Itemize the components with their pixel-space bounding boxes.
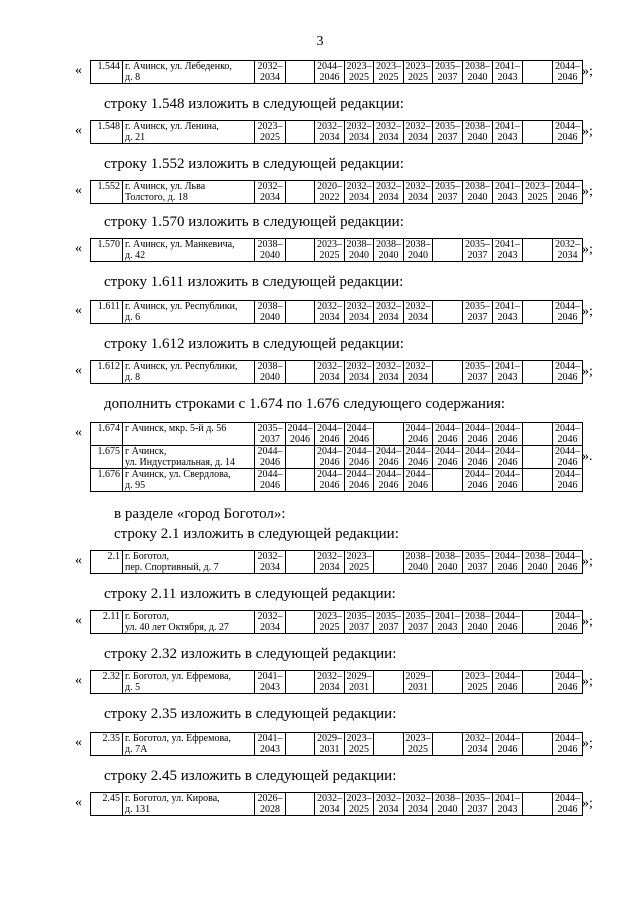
address-cell: г. Боготол, ул. Кирова, д. 131 [123, 793, 255, 816]
housing-table [90, 550, 613, 574]
housing-table [90, 422, 613, 492]
period-cell [433, 469, 463, 492]
instruction-line: строку 2.35 изложить в следующей редакции: [104, 706, 397, 722]
housing-table [90, 792, 613, 816]
period-cell: 2032– 2034 [374, 121, 404, 144]
period-cell: 2035– 2037 [433, 181, 463, 204]
period-cell: 2032– 2034 [255, 61, 286, 84]
period-cell [286, 61, 315, 84]
period-cell: 2032– 2034 [315, 671, 345, 694]
period-cell [523, 61, 553, 84]
period-cell: 2023– 2025 [255, 121, 286, 144]
open-quote: « [75, 241, 82, 256]
period-cell: 2032– 2034 [405, 181, 431, 203]
period-cell: 2044– 2046 [493, 611, 523, 634]
period-cell: 2044– 2046 [493, 446, 523, 469]
period-cell: 2032– 2034 [315, 361, 345, 384]
period-cell: 2029– 2031 [315, 733, 345, 756]
period-cell: 2035– 2037 [433, 121, 463, 144]
open-quote: « [75, 613, 82, 628]
instruction-line: строку 1.570 изложить в следующей редакции: [104, 214, 404, 230]
instruction-line: строку 2.11 изложить в следующей редакции: [104, 586, 396, 602]
close-quote: »; [582, 63, 593, 79]
period-cell [286, 793, 315, 816]
period-cell: 2035– 2037 [346, 611, 372, 633]
row-number: 1.552 [91, 181, 123, 204]
period-cell [523, 671, 553, 694]
period-cell: 2032– 2034 [255, 551, 286, 574]
period-cell [374, 551, 404, 574]
table-row [91, 361, 613, 384]
period-cell: 2032– 2034 [374, 181, 404, 204]
period-cell: 2038– 2040 [405, 551, 431, 573]
row-number: 2.45 [91, 793, 123, 816]
row-number: 1.544 [91, 61, 123, 84]
period-cell: 2044– 2046 [493, 469, 523, 492]
table-row [91, 181, 613, 204]
open-quote: « [75, 553, 82, 568]
period-cell: 2032– 2034 [315, 301, 345, 324]
row-number: 2.1 [91, 551, 123, 574]
row-number: 2.32 [91, 671, 123, 694]
row-number: 1.611 [91, 301, 123, 324]
period-cell: 2026– 2028 [255, 793, 286, 816]
instruction-line: строку 1.612 изложить в следующей редакции: [104, 336, 404, 352]
housing-table [90, 60, 613, 84]
close-quote: »; [582, 735, 593, 751]
period-cell: 2023– 2025 [346, 61, 372, 83]
instruction-line: строку 1.548 изложить в следующей редакции: [104, 96, 404, 112]
period-cell [523, 301, 553, 324]
period-cell: 2044– 2046 [553, 611, 583, 634]
period-cell: 2032– 2034 [255, 611, 286, 634]
table-row [91, 611, 613, 634]
close-quote: »; [582, 123, 593, 139]
period-cell: 2044– 2046 [346, 446, 372, 468]
period-cell: 2038– 2040 [463, 61, 493, 84]
housing-table [90, 300, 613, 324]
period-cell: 2023– 2025 [463, 671, 493, 694]
period-cell: 2041– 2043 [493, 61, 523, 84]
row-number: 1.570 [91, 239, 123, 262]
period-cell: 2044– 2046 [374, 446, 404, 469]
period-cell: 2041– 2043 [255, 671, 286, 694]
open-quote: « [75, 735, 82, 750]
period-cell: 2038– 2040 [523, 551, 553, 574]
period-cell: 2044– 2046 [553, 181, 583, 204]
period-cell [433, 671, 463, 694]
close-quote: »; [582, 673, 593, 689]
period-cell: 2038– 2040 [463, 181, 493, 204]
address-cell: г Ачинск, ул. Свердлова, д. 95 [123, 469, 255, 492]
period-cell: 2035– 2037 [405, 611, 431, 633]
period-cell: 2023– 2025 [523, 181, 553, 204]
period-cell: 2044– 2046 [405, 469, 431, 491]
period-cell: 2044– 2046 [553, 61, 583, 84]
period-cell: 2044– 2046 [553, 301, 583, 324]
period-cell: 2023– 2025 [346, 551, 372, 573]
period-cell [374, 733, 404, 756]
period-cell: 2035– 2037 [463, 361, 493, 384]
close-quote: »; [582, 795, 593, 811]
open-quote: « [75, 183, 82, 198]
period-cell: 2044– 2046 [433, 446, 463, 469]
period-cell: 2035– 2037 [374, 611, 404, 634]
period-cell: 2035– 2037 [463, 301, 493, 324]
instruction-line: дополнить строками с 1.674 по 1.676 следующего содержания: [104, 396, 506, 412]
period-cell: 2032– 2034 [255, 181, 286, 204]
housing-table [90, 360, 613, 384]
period-cell: 2041– 2043 [493, 301, 523, 324]
open-quote: « [75, 425, 82, 440]
period-cell: 2032– 2034 [374, 361, 404, 384]
period-cell [523, 793, 553, 816]
period-cell: 2044– 2046 [346, 423, 372, 445]
housing-table [90, 180, 613, 204]
period-cell: 2038– 2040 [255, 301, 286, 324]
period-cell [286, 611, 315, 634]
period-cell: 2032– 2034 [315, 551, 345, 574]
period-cell: 2035– 2037 [255, 423, 286, 446]
period-cell: 2032– 2034 [405, 301, 431, 323]
period-cell: 2044– 2046 [346, 469, 372, 491]
period-cell: 2041– 2043 [433, 611, 463, 634]
period-cell: 2041– 2043 [255, 733, 286, 756]
period-cell [433, 239, 463, 262]
period-cell: 2038– 2040 [463, 611, 493, 634]
close-quote: »; [582, 363, 593, 379]
period-cell: 2032– 2034 [405, 793, 431, 815]
row-number: 1.674 [91, 423, 123, 446]
open-quote: « [75, 795, 82, 810]
period-cell: 2020– 2022 [315, 181, 345, 204]
period-cell: 2029– 2031 [405, 671, 431, 693]
table-row [91, 61, 613, 84]
period-cell: 2041– 2043 [493, 121, 523, 144]
period-cell [523, 469, 553, 492]
period-cell: 2023– 2025 [405, 61, 431, 83]
period-cell: 2044– 2046 [553, 423, 583, 446]
period-cell: 2032– 2034 [374, 793, 404, 816]
period-cell [374, 423, 404, 446]
period-cell: 2032– 2034 [463, 733, 493, 756]
period-cell: 2023– 2025 [315, 239, 345, 262]
period-cell: 2044– 2046 [553, 446, 583, 469]
open-quote: « [75, 123, 82, 138]
period-cell: 2038– 2040 [374, 239, 404, 262]
period-cell: 2044– 2046 [553, 671, 583, 694]
period-cell: 2023– 2025 [346, 733, 372, 755]
period-cell: 2032– 2034 [315, 121, 345, 144]
period-cell: 2032– 2034 [346, 361, 372, 383]
address-cell: г. Боготол, ул. Ефремова, д. 7А [123, 733, 255, 756]
period-cell: 2044– 2046 [463, 469, 493, 492]
close-quote: ». [582, 448, 593, 464]
close-quote: »; [582, 183, 593, 199]
period-cell: 2035– 2037 [433, 61, 463, 84]
period-cell [523, 423, 553, 446]
housing-table [90, 610, 613, 634]
period-cell [523, 361, 553, 384]
period-cell [286, 239, 315, 262]
period-cell: 2032– 2034 [346, 121, 372, 143]
housing-table [90, 238, 613, 262]
period-cell [523, 446, 553, 469]
page-number: 3 [316, 34, 324, 49]
address-cell: г. Ачинск, ул. Лебеденко, д. 8 [123, 61, 255, 84]
period-cell [286, 671, 315, 694]
row-number: 1.612 [91, 361, 123, 384]
period-cell [433, 361, 463, 384]
period-cell: 2023– 2025 [346, 793, 372, 815]
table-row [91, 446, 613, 469]
period-cell: 2035– 2037 [463, 793, 493, 816]
period-cell: 2023– 2025 [405, 733, 431, 755]
period-cell: 2041– 2043 [493, 361, 523, 384]
instruction-line: в разделе «город Боготол»: [114, 506, 286, 522]
period-cell: 2032– 2034 [346, 181, 372, 203]
period-cell: 2038– 2040 [346, 239, 372, 261]
period-cell: 2041– 2043 [493, 181, 523, 204]
period-cell: 2044– 2046 [493, 671, 523, 694]
address-cell: г. Ачинск, ул. Республики, д. 6 [123, 301, 255, 324]
open-quote: « [75, 63, 82, 78]
table-row [91, 301, 613, 324]
table-row [91, 671, 613, 694]
close-quote: »; [582, 613, 593, 629]
period-cell: 2044– 2046 [493, 551, 523, 574]
table-row [91, 239, 613, 262]
period-cell: 2044– 2046 [287, 423, 313, 445]
row-number: 1.548 [91, 121, 123, 144]
address-cell: г. Ачинск, ул. Республики, д. 8 [123, 361, 255, 384]
period-cell: 2044– 2046 [255, 469, 286, 492]
row-number: 1.676 [91, 469, 123, 492]
period-cell: 2038– 2040 [405, 239, 431, 261]
period-cell: 2044– 2046 [315, 61, 345, 84]
period-cell: 2044– 2046 [405, 423, 431, 445]
period-cell: 2023– 2025 [315, 611, 345, 634]
row-number: 1.675 [91, 446, 123, 469]
open-quote: « [75, 673, 82, 688]
period-cell [286, 181, 315, 204]
period-cell: 2038– 2040 [255, 361, 286, 384]
open-quote: « [75, 363, 82, 378]
period-cell: 2032– 2034 [315, 793, 345, 816]
period-cell: 2035– 2037 [463, 239, 493, 262]
period-cell: 2044– 2046 [255, 446, 286, 469]
period-cell: 2023– 2025 [374, 61, 404, 84]
period-cell: 2041– 2043 [493, 239, 523, 262]
period-cell [286, 121, 315, 144]
period-cell [433, 301, 463, 324]
period-cell [286, 733, 315, 756]
housing-table [90, 670, 613, 694]
period-cell: 2044– 2046 [553, 551, 583, 574]
row-number: 2.11 [91, 611, 123, 634]
period-cell: 2038– 2040 [255, 239, 286, 262]
period-cell: 2044– 2046 [553, 121, 583, 144]
period-cell [523, 121, 553, 144]
address-cell: г. Ачинск, ул. Манкевича, д. 42 [123, 239, 255, 262]
period-cell: 2044– 2046 [463, 446, 493, 469]
address-cell: г. Боготол, ул. 40 лет Октября, д. 27 [123, 611, 255, 634]
table-row [91, 793, 613, 816]
period-cell: 2044– 2046 [553, 469, 583, 492]
row-number: 2.35 [91, 733, 123, 756]
period-cell [286, 446, 315, 469]
period-cell: 2035– 2037 [463, 551, 493, 574]
period-cell [286, 469, 315, 492]
period-cell: 2044– 2046 [433, 423, 463, 446]
close-quote: »; [582, 303, 593, 319]
period-cell: 2044– 2046 [493, 423, 523, 446]
table-row [91, 551, 613, 574]
period-cell [286, 361, 315, 384]
period-cell [374, 671, 404, 694]
period-cell: 2032– 2034 [553, 239, 583, 262]
period-cell [433, 733, 463, 756]
period-cell: 2032– 2034 [405, 121, 431, 143]
period-cell [286, 301, 315, 324]
open-quote: « [75, 303, 82, 318]
period-cell [523, 733, 553, 756]
period-cell: 2044– 2046 [553, 793, 583, 816]
address-cell: г. Боготол, ул. Ефремова, д. 5 [123, 671, 255, 694]
period-cell: 2029– 2031 [346, 671, 372, 693]
period-cell: 2044– 2046 [493, 733, 523, 756]
instruction-line: строку 1.611 изложить в следующей редакции: [104, 274, 404, 290]
period-cell: 2044– 2046 [405, 446, 431, 468]
address-cell: г Ачинск, ул. Индустриальная, д. 14 [123, 446, 255, 469]
address-cell: г. Ачинск, ул. Ленина, д. 21 [123, 121, 255, 144]
housing-table [90, 120, 613, 144]
address-cell: г. Боготол, пер. Спортивный, д. 7 [123, 551, 255, 574]
instruction-line: строку 2.1 изложить в следующей редакции: [114, 526, 399, 542]
address-cell: г Ачинск, мкр. 5-й д. 56 [123, 423, 255, 446]
period-cell: 2032– 2034 [346, 301, 372, 323]
table-row [91, 423, 613, 446]
instruction-line: строку 1.552 изложить в следующей редакции: [104, 156, 404, 172]
period-cell: 2044– 2046 [463, 423, 493, 446]
address-cell: г. Ачинск, ул. Льва Толстого, д. 18 [123, 181, 255, 204]
period-cell: 2044– 2046 [374, 469, 404, 492]
period-cell: 2044– 2046 [553, 733, 583, 756]
period-cell: 2044– 2046 [315, 469, 345, 492]
period-cell: 2044– 2046 [553, 361, 583, 384]
close-quote: »; [582, 241, 593, 257]
period-cell: 2044– 2046 [315, 446, 345, 469]
period-cell [523, 239, 553, 262]
instruction-line: строку 2.32 изложить в следующей редакции: [104, 646, 397, 662]
period-cell: 2032– 2034 [374, 301, 404, 324]
period-cell: 2044– 2046 [315, 423, 345, 446]
period-cell [286, 551, 315, 574]
period-cell: 2038– 2040 [463, 121, 493, 144]
period-cell: 2041– 2043 [493, 793, 523, 816]
period-cell: 2038– 2040 [433, 551, 463, 574]
instruction-line: строку 2.45 изложить в следующей редакции: [104, 768, 397, 784]
close-quote: »; [582, 553, 593, 569]
table-row [91, 469, 613, 492]
period-cell: 2038– 2040 [433, 793, 463, 816]
housing-table [90, 732, 613, 756]
table-row [91, 121, 613, 144]
period-cell: 2032– 2034 [405, 361, 431, 383]
table-row [91, 733, 613, 756]
period-cell [523, 611, 553, 634]
